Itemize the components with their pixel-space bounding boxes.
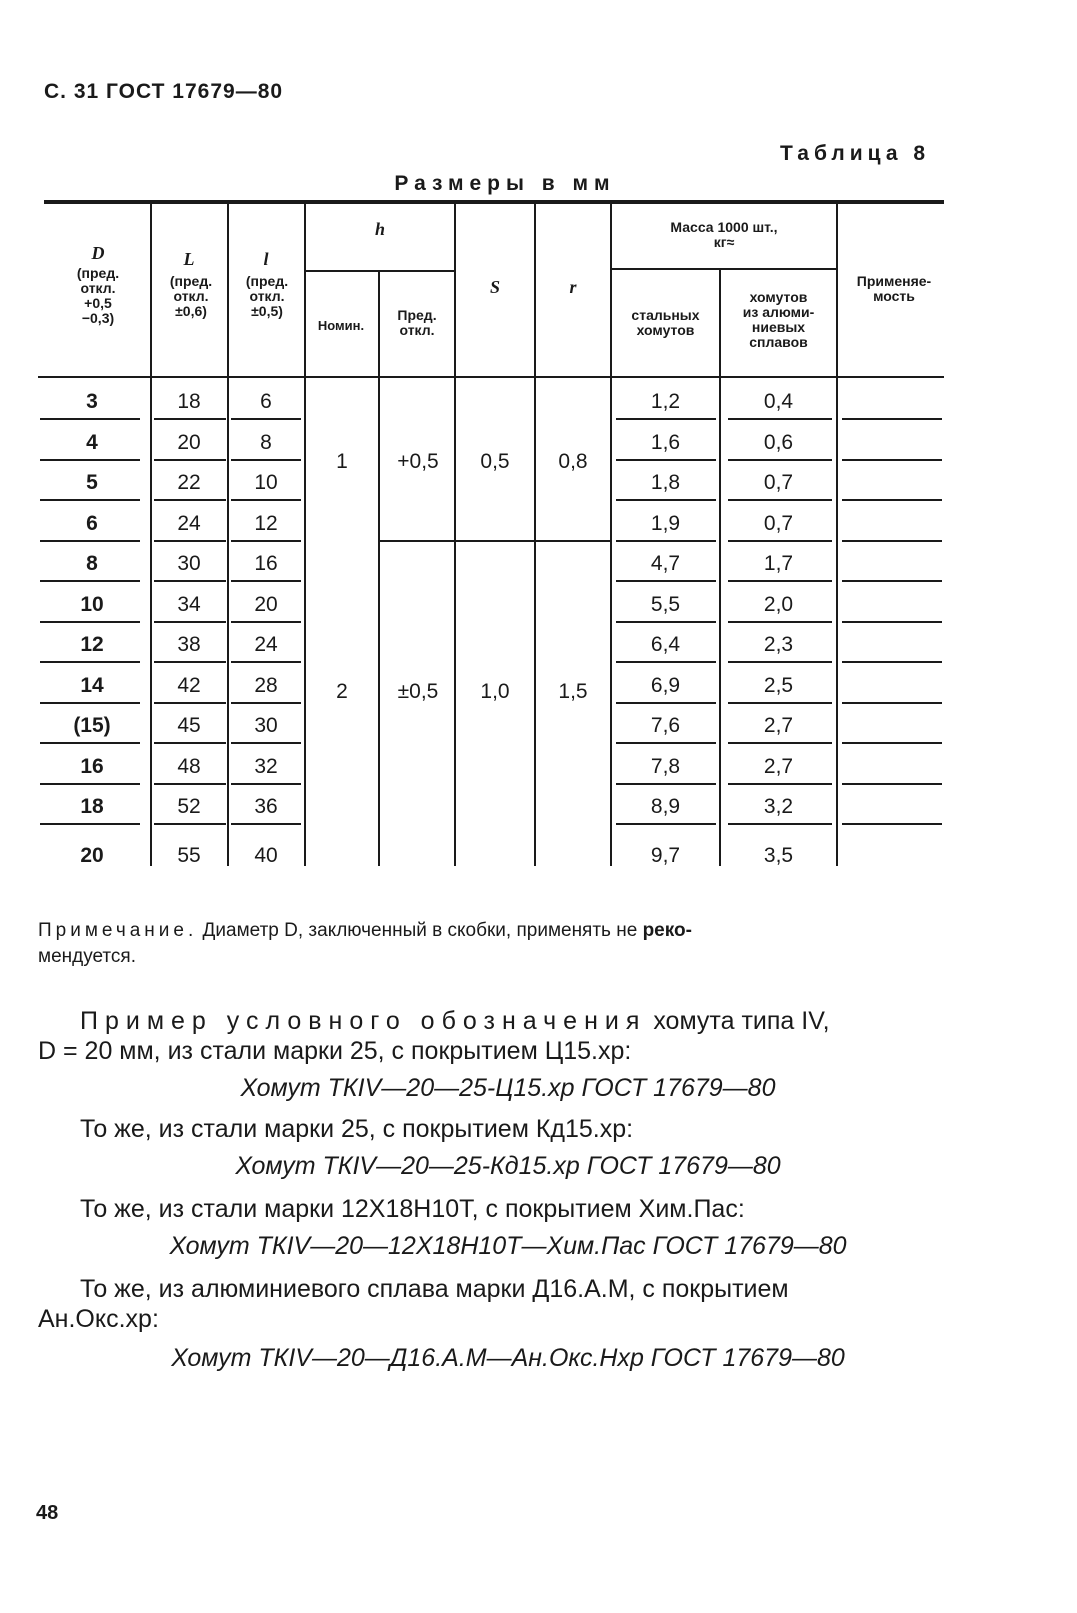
col-header-D-tolerance: (пред. откл. +0,5 −0,3) <box>76 265 120 326</box>
row-rule <box>231 540 301 542</box>
row-rule <box>728 499 832 501</box>
cell-L: 30 <box>177 552 201 575</box>
group1-h-nominal: 1 <box>336 450 348 473</box>
example-intro-rest: хомута типа IV, <box>646 1007 830 1035</box>
col-header-r: r <box>569 277 577 297</box>
cell-m_al: 0,7 <box>763 471 794 494</box>
note-label: Примечание. <box>38 920 198 941</box>
row-rule <box>231 823 301 825</box>
example-para-4: То же, из алюминиевого сплава марки Д16.А.М, с покрытием <box>80 1275 789 1303</box>
row-rule <box>728 783 832 785</box>
cell-L: 55 <box>177 843 201 867</box>
cell-l: 40 <box>254 843 278 867</box>
row-rule <box>231 499 301 501</box>
cell-m_al: 2,5 <box>763 673 794 697</box>
page-header: С. 31 ГОСТ 17679—80 <box>44 80 284 103</box>
col-header-mass: Масса 1000 шт., кг≈ <box>670 219 778 250</box>
example-intro-spaced: Пример условного обозначения <box>80 1007 647 1035</box>
col-rule-4 <box>378 272 380 866</box>
row-rule <box>842 540 942 542</box>
h-subheader-rule <box>306 270 454 272</box>
cell-L: 24 <box>177 511 201 535</box>
mass-subheader-rule <box>612 268 837 270</box>
row-rule <box>231 621 301 623</box>
row-rule <box>40 540 140 542</box>
cell-l: 28 <box>254 673 278 697</box>
example-line2: D = 20 мм, из стали марки 25, с покрытием Ц15.хр: <box>38 1037 632 1065</box>
cell-l: 32 <box>254 754 278 778</box>
row-rule <box>842 661 942 663</box>
cell-m_steel: 7,6 <box>650 714 681 737</box>
row-rule <box>616 823 716 825</box>
cell-m_steel: 8,9 <box>650 795 681 818</box>
row-rule <box>842 783 942 785</box>
col-header-h-nominal: Номин. <box>317 318 365 333</box>
cell-D: 3 <box>86 390 98 413</box>
row-rule <box>616 418 716 420</box>
cell-D: (15) <box>73 714 111 737</box>
cell-L: 48 <box>177 754 201 778</box>
col-header-L: L <box>183 249 195 269</box>
units-label: Размеры в мм <box>394 172 616 195</box>
cell-m_al: 3,5 <box>763 843 794 867</box>
cell-m_al: 2,7 <box>763 714 794 737</box>
designation-1: Хомут ТКIV—20—25-Ц15.хр ГОСТ 17679—80 <box>240 1074 776 1102</box>
cell-l: 6 <box>260 390 272 413</box>
group2-S: 1,0 <box>480 680 510 703</box>
cell-m_steel: 7,8 <box>650 754 681 778</box>
row-rule <box>40 580 140 582</box>
row-rule <box>40 499 140 501</box>
col-header-usage: Применяе- мость <box>856 273 932 304</box>
row-rule <box>728 823 832 825</box>
cell-l: 36 <box>254 795 278 818</box>
table-top-rule <box>44 200 944 204</box>
row-rule <box>231 580 301 582</box>
row-rule <box>728 702 832 704</box>
row-rule <box>154 823 226 825</box>
row-rule <box>154 621 226 623</box>
row-rule <box>40 783 140 785</box>
col-rule-6 <box>534 200 536 866</box>
row-rule <box>842 459 942 461</box>
cell-l: 8 <box>260 430 272 454</box>
row-rule <box>616 661 716 663</box>
row-rule <box>728 661 832 663</box>
cell-D: 10 <box>80 592 104 616</box>
row-rule <box>616 702 716 704</box>
cell-m_steel: 1,8 <box>650 471 681 494</box>
col-header-l: l <box>263 249 269 269</box>
cell-m_al: 3,2 <box>763 795 794 818</box>
cell-l: 30 <box>254 714 278 737</box>
cell-m_steel: 1,9 <box>650 511 681 535</box>
group-divider-rule <box>380 540 610 542</box>
row-rule <box>231 742 301 744</box>
row-rule <box>616 580 716 582</box>
cell-m_al: 2,0 <box>763 592 794 616</box>
cell-L: 34 <box>177 592 201 616</box>
group2-h-deviation: ±0,5 <box>397 680 439 703</box>
example-intro <box>80 1006 830 1037</box>
cell-L: 42 <box>177 673 201 697</box>
cell-m_steel: 4,7 <box>650 552 681 575</box>
row-rule <box>842 621 942 623</box>
cell-D: 12 <box>80 633 104 656</box>
row-rule <box>231 459 301 461</box>
cell-D: 20 <box>80 843 104 867</box>
row-rule <box>616 459 716 461</box>
row-rule <box>842 823 942 825</box>
row-rule <box>842 499 942 501</box>
cell-D: 16 <box>80 754 104 778</box>
designation-3: Хомут ТКIV—20—12Х18Н10Т—Хим.Пас ГОСТ 17679—80 <box>169 1232 847 1260</box>
col-header-l-tolerance: (пред. откл. ±0,5) <box>245 273 289 319</box>
designation-2: Хомут ТКIV—20—25-Кд15.хр ГОСТ 17679—80 <box>235 1152 781 1180</box>
row-rule <box>728 540 832 542</box>
cell-L: 22 <box>177 471 201 494</box>
row-rule <box>728 621 832 623</box>
cell-m_steel: 1,2 <box>650 390 681 413</box>
row-rule <box>728 742 832 744</box>
row-rule <box>231 661 301 663</box>
cell-l: 16 <box>254 552 278 575</box>
note-text: Диаметр D, заключенный в скобки, применять не <box>197 920 643 941</box>
col-header-h: h <box>374 219 385 239</box>
row-rule <box>154 702 226 704</box>
row-rule <box>616 742 716 744</box>
row-rule <box>616 499 716 501</box>
group1-r: 0,8 <box>558 450 588 473</box>
cell-m_al: 2,7 <box>763 754 794 778</box>
cell-D: 5 <box>86 471 98 494</box>
row-rule <box>616 540 716 542</box>
row-rule <box>728 459 832 461</box>
cell-L: 45 <box>177 714 201 737</box>
example-para-3: То же, из стали марки 12Х18Н10Т, с покрытием Хим.Пас: <box>80 1195 745 1223</box>
row-rule <box>40 702 140 704</box>
row-rule <box>728 418 832 420</box>
header-bottom-rule <box>38 376 944 378</box>
col-header-h-deviation: Пред. откл. <box>397 307 437 338</box>
row-rule <box>154 661 226 663</box>
note-text-continued: мендуется. <box>38 946 136 967</box>
cell-D: 8 <box>86 552 98 575</box>
cell-m_al: 2,3 <box>763 633 794 656</box>
table-note <box>38 918 1048 970</box>
cell-m_al: 0,4 <box>763 390 794 413</box>
example-para-2: То же, из стали марки 25, с покрытием Кд15.хр: <box>80 1115 634 1143</box>
row-rule <box>40 418 140 420</box>
note-text-bold: реко- <box>642 920 692 941</box>
cell-m_steel: 5,5 <box>650 592 681 616</box>
cell-m_steel: 6,9 <box>650 673 681 697</box>
cell-D: 4 <box>86 430 98 454</box>
col-header-L-tolerance: (пред. откл. ±0,6) <box>169 273 213 319</box>
cell-m_steel: 9,7 <box>650 843 681 867</box>
row-rule <box>231 418 301 420</box>
row-rule <box>842 702 942 704</box>
row-rule <box>616 783 716 785</box>
example-para-4-cont: Ан.Окс.хр: <box>38 1305 159 1333</box>
cell-L: 18 <box>177 390 201 413</box>
row-rule <box>842 418 942 420</box>
col-header-S: S <box>489 277 500 297</box>
cell-D: 18 <box>80 795 104 818</box>
group2-h-nominal: 2 <box>336 680 348 703</box>
cell-m_steel: 6,4 <box>650 633 681 656</box>
page-number: 48 <box>36 1502 59 1524</box>
row-rule <box>40 459 140 461</box>
cell-m_al: 0,7 <box>763 511 794 535</box>
row-rule <box>842 580 942 582</box>
row-rule <box>154 499 226 501</box>
cell-m_steel: 1,6 <box>650 430 681 454</box>
col-rule-5 <box>454 200 456 866</box>
row-rule <box>40 661 140 663</box>
cell-L: 38 <box>177 633 201 656</box>
col-header-mass-aluminium: хомутов из алюми- ниевых сплавов <box>742 289 815 350</box>
cell-L: 52 <box>177 795 201 818</box>
cell-D: 6 <box>86 511 98 535</box>
col-header-D: D <box>91 243 105 263</box>
cell-m_al: 1,7 <box>763 552 794 575</box>
row-rule <box>40 621 140 623</box>
group1-h-deviation: +0,5 <box>397 450 439 473</box>
row-rule <box>40 742 140 744</box>
designation-4: Хомут ТКIV—20—Д16.А.М—Ан.Окс.Нхр ГОСТ 17679—80 <box>171 1344 845 1372</box>
group2-r: 1,5 <box>558 680 588 703</box>
row-rule <box>154 540 226 542</box>
row-rule <box>154 783 226 785</box>
row-rule <box>154 459 226 461</box>
row-rule <box>728 580 832 582</box>
row-rule <box>40 823 140 825</box>
col-header-mass-steel: стальных хомутов <box>631 307 700 338</box>
row-rule <box>154 742 226 744</box>
cell-l: 10 <box>254 471 278 494</box>
row-rule <box>616 621 716 623</box>
cell-l: 12 <box>254 511 278 535</box>
row-rule <box>154 418 226 420</box>
group1-S: 0,5 <box>480 450 510 473</box>
row-rule <box>154 580 226 582</box>
table-label: Таблица 8 <box>780 142 931 165</box>
row-rule <box>231 783 301 785</box>
cell-l: 20 <box>254 592 278 616</box>
cell-L: 20 <box>177 430 201 454</box>
row-rule <box>842 742 942 744</box>
cell-l: 24 <box>254 633 278 656</box>
row-rule <box>231 702 301 704</box>
cell-m_al: 0,6 <box>763 430 794 454</box>
cell-D: 14 <box>80 673 104 697</box>
